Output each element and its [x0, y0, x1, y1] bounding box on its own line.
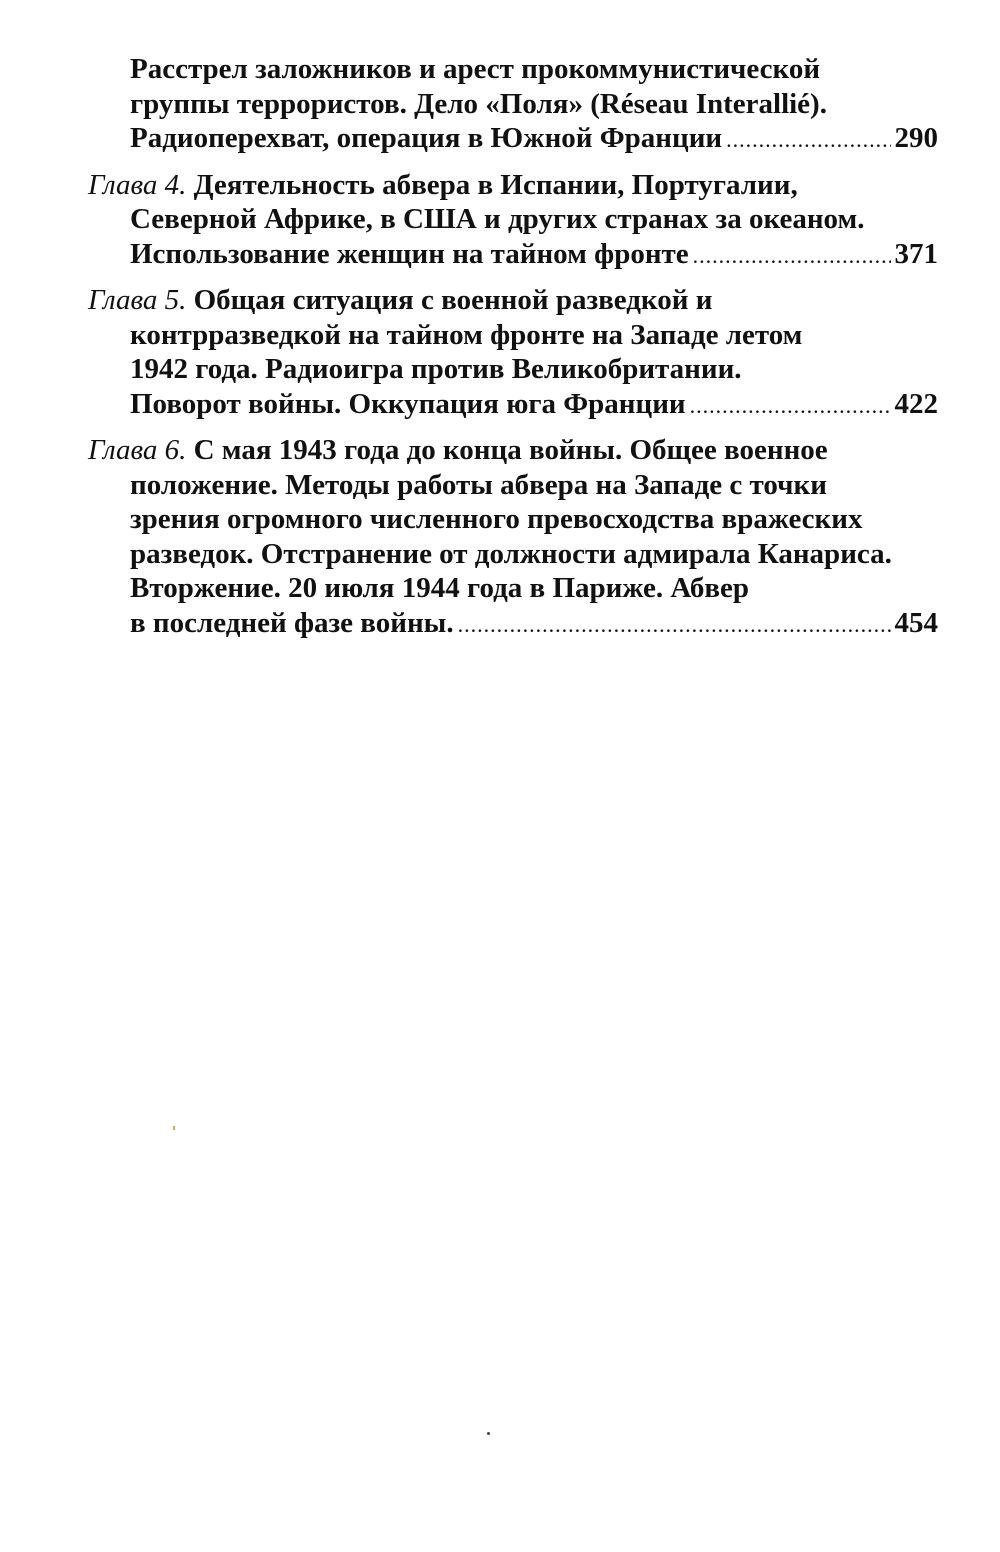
toc-line: положение. Методы работы абвера на Западе с точки	[130, 468, 827, 501]
toc-last-line	[88, 387, 938, 424]
toc-first-line	[88, 168, 938, 203]
toc-line: разведок. Отстранение от должности адмирала Канариса.	[130, 537, 892, 570]
toc-first-line	[88, 433, 938, 468]
toc-line: Поворот войны. Оккупация юга Франции	[130, 387, 686, 420]
dot-leader	[726, 123, 890, 158]
page-number: 290	[894, 122, 938, 154]
toc-line: Использование женщин на тайном фронте	[130, 237, 689, 270]
toc-line: Северной Африке, в США и других странах за океаном.	[130, 203, 865, 235]
toc-line: Деятельность абвера в Испании, Португалии,	[193, 168, 798, 201]
toc-first-line	[88, 283, 938, 318]
toc-line: 1942 года. Радиоигра против Великобритании.	[130, 353, 742, 385]
toc-entry-continued	[88, 52, 938, 158]
scan-speck	[487, 1432, 490, 1435]
toc-line: группы террористов. Дело «Поля» (Réseau Interallié).	[130, 87, 827, 120]
chapter-label: Глава 5.	[88, 284, 187, 316]
chapter-label: Глава 6.	[88, 434, 187, 466]
scan-speck	[173, 1126, 175, 1130]
page-number: 422	[894, 387, 938, 420]
toc-line: С мая 1943 года до конца войны. Общее военное	[193, 434, 828, 466]
toc-entry-chapter-4	[88, 168, 938, 274]
toc-line: Вторжение. 20 июля 1944 года в Париже. Абвер	[130, 572, 749, 604]
page-number: 454	[894, 606, 938, 639]
toc-line: Расстрел заложников и арест прокоммунистической	[130, 53, 821, 85]
page-number: 371	[894, 237, 938, 270]
toc-line: контрразведкой на тайном фронте на Западе летом	[130, 318, 803, 351]
toc-line: в последней фазе войны.	[130, 606, 454, 639]
toc-last-line	[88, 606, 938, 643]
dot-leader	[690, 389, 891, 424]
toc-last-line	[88, 121, 938, 158]
toc-line: Радиоперехват, операция в Южной Франции	[130, 122, 723, 154]
chapter-label: Глава 4.	[88, 168, 187, 201]
toc-entry-chapter-6	[88, 433, 938, 642]
dot-leader	[458, 608, 891, 643]
toc-line: зрения огромного численного превосходства вражеских	[130, 503, 863, 535]
toc-last-line	[88, 237, 938, 274]
toc-entry-chapter-5	[88, 283, 938, 423]
dot-leader	[693, 239, 891, 274]
table-of-contents	[88, 52, 938, 652]
toc-line: Общая ситуация с военной разведкой и	[193, 284, 713, 316]
